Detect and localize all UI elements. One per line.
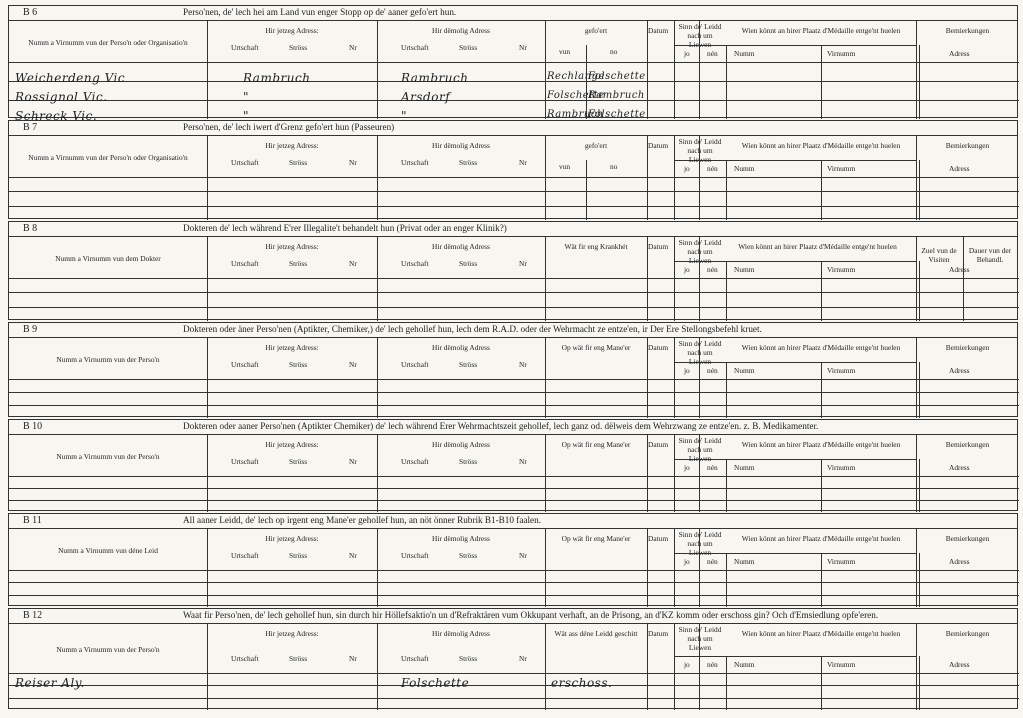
street-header: Ströss	[459, 457, 478, 466]
from-to-divider	[586, 160, 587, 220]
section-header	[9, 6, 1017, 21]
previous-address-header: Hir dëmolig Adress	[432, 141, 490, 150]
mid-header: Op wät fir eng Mane'er	[561, 440, 631, 449]
yes-no-divider	[726, 160, 727, 220]
medal-firstname-header: Virnumm	[827, 366, 856, 375]
entry-to: Folschette	[588, 109, 646, 120]
header-bottom-line	[9, 673, 1019, 674]
medal-name-divider	[821, 362, 822, 418]
section-id: B 12	[23, 610, 43, 621]
section-title: Dokteren de' lech während E'rer Illegalite't behandelt hun (Privat oder an enger Klinik?)	[183, 223, 507, 233]
street-header: Ströss	[459, 551, 478, 560]
entry-from: Folschette	[547, 90, 605, 101]
remarks-header: Bemierkungen	[945, 26, 990, 35]
previous-address-header: Hir dëmolig Adress	[432, 629, 490, 638]
medal-name-divider	[821, 459, 822, 512]
header-bottom-line	[9, 379, 1019, 380]
number-header: Nr	[349, 43, 357, 52]
entry-current-city: "	[243, 109, 250, 123]
medal-header: Wien könnt an hirer Plaatz d'Médaille entge'nt huelen	[741, 629, 901, 638]
section-b9	[8, 322, 1018, 417]
entry-previous-city: Rambruch	[401, 71, 469, 85]
medal-header: Wien könnt an hirer Plaatz d'Médaille entge'nt huelen	[741, 440, 901, 449]
suffered-header: Sinn de' Leidd nach um Liewen	[678, 436, 722, 463]
section-id: B 6	[23, 7, 38, 18]
medal-firstname-divider	[919, 459, 920, 512]
yes-no-divider	[726, 45, 727, 119]
medal-header: Wien könnt an hirer Plaatz d'Médaille entge'nt huelen	[741, 26, 901, 35]
yes-header: jo	[684, 366, 690, 375]
street-header: Ströss	[459, 654, 478, 663]
yes-no-divider	[726, 656, 727, 710]
entry-name: Rossignol Vic.	[15, 90, 108, 104]
street-header: Ströss	[289, 551, 308, 560]
mid-header: Op wät fir eng Mane'er	[561, 534, 631, 543]
remarks-header: Bemierkungen	[945, 534, 990, 543]
entry-current-city: Rambruch	[243, 71, 311, 85]
from-header: vun	[559, 162, 571, 171]
medal-firstname-divider	[919, 261, 920, 321]
date-header: Datum	[648, 26, 669, 35]
street-header: Ströss	[459, 43, 478, 52]
remarks-header: Bemierkungen	[945, 440, 990, 449]
street-header: Ströss	[459, 360, 478, 369]
section-id: B 8	[23, 223, 38, 234]
city-header: Urtschaft	[401, 158, 429, 167]
medal-name-header: Numm	[734, 164, 755, 173]
remarks-header: Bemierkungen	[945, 629, 990, 638]
name-header: Numm a Virnumm vun der Perso'n oder Organisatio'n	[28, 153, 188, 162]
city-header: Urtschaft	[231, 158, 259, 167]
section-b11	[8, 513, 1018, 606]
to-header: no	[610, 47, 618, 56]
data-row-line	[9, 392, 1019, 393]
entry-previous-city: "	[401, 109, 408, 123]
data-row-line	[9, 698, 1019, 699]
city-header: Urtschaft	[401, 360, 429, 369]
current-address-header: Hir jetzeg Adress:	[265, 242, 319, 251]
street-header: Ströss	[459, 158, 478, 167]
previous-address-header: Hir dëmolig Adress	[432, 242, 490, 251]
previous-address-header: Hir dëmolig Adress	[432, 26, 490, 35]
medal-firstname-header: Virnumm	[827, 557, 856, 566]
remarks-header: Bemierkungen	[945, 141, 990, 150]
yes-header: jo	[684, 265, 690, 274]
medal-name-header: Numm	[734, 463, 755, 472]
yes-no-divider	[726, 553, 727, 607]
medal-header: Wien könnt an hirer Plaatz d'Médaille entge'nt huelen	[741, 343, 901, 352]
city-header: Urtschaft	[401, 654, 429, 663]
no-header: nén	[707, 557, 718, 566]
street-header: Ströss	[289, 360, 308, 369]
from-header: vun	[559, 47, 571, 56]
mid-header: Op wät fir eng Mane'er	[561, 343, 631, 352]
section-id: B 10	[23, 421, 43, 432]
entry-previous-city: Folschette	[401, 676, 470, 690]
street-header: Ströss	[289, 259, 308, 268]
name-header: Numm a Virnumm vun der Perso'n	[56, 355, 160, 364]
no-header: nén	[707, 463, 718, 472]
date-header: Datum	[648, 440, 669, 449]
number-header: Nr	[349, 551, 357, 560]
date-header: Datum	[648, 242, 669, 251]
city-header: Urtschaft	[401, 43, 429, 52]
medal-address-header: Adress	[949, 660, 970, 669]
yes-no-divider	[726, 459, 727, 512]
section-header	[9, 222, 1017, 237]
data-row-line	[9, 292, 1019, 293]
no-header: nén	[707, 164, 718, 173]
yes-header: jo	[684, 660, 690, 669]
current-address-header: Hir jetzeg Adress:	[265, 26, 319, 35]
medal-name-header: Numm	[734, 557, 755, 566]
city-header: Urtschaft	[231, 551, 259, 560]
entry-from: Rechlange	[547, 71, 605, 82]
city-header: Urtschaft	[401, 457, 429, 466]
medal-name-header: Numm	[734, 265, 755, 274]
street-header: Ströss	[289, 43, 308, 52]
current-address-header: Hir jetzeg Adress:	[265, 343, 319, 352]
name-header: Numm a Virnumm vun dem Dokter	[55, 254, 161, 263]
data-row-line	[9, 685, 1019, 686]
date-header: Datum	[648, 534, 669, 543]
yes-header: jo	[684, 463, 690, 472]
medal-header: Wien könnt an hirer Plaatz d'Médaille entge'nt huelen	[741, 534, 901, 543]
data-row-line	[9, 488, 1019, 489]
data-row-line	[9, 100, 1019, 101]
number-header: Nr	[519, 654, 527, 663]
section-b6	[8, 5, 1018, 123]
duration-header: Dauer vun der Behandl.	[968, 246, 1012, 264]
previous-address-header: Hir dëmolig Adress	[432, 343, 490, 352]
entry-from: Rambruch	[547, 109, 604, 120]
column-divider	[545, 20, 546, 119]
medal-name-divider	[821, 160, 822, 220]
section-id: B 9	[23, 324, 38, 335]
medal-firstname-divider	[919, 656, 920, 710]
date-header: Datum	[648, 343, 669, 352]
no-header: nén	[707, 660, 718, 669]
current-address-header: Hir jetzeg Adress:	[265, 534, 319, 543]
number-header: Nr	[519, 259, 527, 268]
medal-address-header: Adress	[949, 557, 970, 566]
date-header: Datum	[648, 141, 669, 150]
suffered-header: Sinn de' Leidd nach um Liewen	[678, 530, 722, 557]
current-address-header: Hir jetzeg Adress:	[265, 629, 319, 638]
number-header: Nr	[519, 457, 527, 466]
city-header: Urtschaft	[231, 654, 259, 663]
section-header	[9, 121, 1017, 136]
number-header: Nr	[519, 43, 527, 52]
section-title: Perso'nen, de' lech hei am Land vun enger Stopp op de' aaner gefo'ert hun.	[183, 7, 457, 17]
medal-firstname-divider	[919, 160, 920, 220]
city-header: Urtschaft	[231, 43, 259, 52]
number-header: Nr	[349, 360, 357, 369]
city-header: Urtschaft	[231, 259, 259, 268]
medal-name-divider	[821, 553, 822, 607]
mid-header: gefo'ert	[584, 141, 608, 150]
from-to-divider	[586, 45, 587, 119]
header-bottom-line	[9, 177, 1019, 178]
section-b10	[8, 419, 1018, 511]
medal-address-header: Adress	[949, 366, 970, 375]
name-header: Numm a Virnumm vun der Perso'n	[56, 452, 160, 461]
visits-header: Zuel vun de Visiten	[921, 246, 957, 264]
data-row-line	[9, 307, 1019, 308]
previous-address-header: Hir dëmolig Adress	[432, 534, 490, 543]
entry-to: Rambruch	[588, 90, 645, 101]
suffered-header: Sinn de' Leidd nach um Liewen	[678, 22, 722, 49]
entry-to: Folschette	[588, 71, 646, 82]
suffered-header: Sinn de' Leidd nach um Liewen	[678, 339, 722, 366]
medal-header: Wien könnt an hirer Plaatz d'Médaille entge'nt huelen	[738, 242, 897, 251]
medal-name-divider	[821, 45, 822, 119]
data-row-line	[9, 191, 1019, 192]
suffered-header: Sinn de' Leidd nach um Liewen	[678, 137, 722, 164]
data-row-line	[9, 500, 1019, 501]
remarks-header: Bemierkungen	[945, 343, 990, 352]
section-title: Dokteren oder äner Perso'nen (Aptikter, Chemiker,) de' lech gehollef hun, lech dem R.A.D. oder der Wehrmacht ze entze'en, ir Der Ere Stellongsbefehl kruet.	[183, 324, 762, 334]
medal-firstname-header: Virnumm	[827, 265, 856, 274]
previous-address-header: Hir dëmolig Adress	[432, 440, 490, 449]
medal-firstname-divider	[919, 45, 920, 119]
medal-address-header: Adress	[949, 49, 970, 58]
entry-previous-city: Arsdorf	[401, 90, 451, 104]
name-header: Numm a Virnumm vun déne Leid	[58, 546, 158, 555]
medal-name-divider	[821, 261, 822, 321]
medal-firstname-divider	[919, 553, 920, 607]
current-address-header: Hir jetzeg Adress:	[265, 440, 319, 449]
section-title: Waat fir Perso'nen, de' lech gehollef hun, sin durch hir Höllefsaktio'n un d'Refraktären vum Okkupant verhaft, an de Prisong, an d'KZ komm oder erschoss gin? Och d'Emsiedlung opfe'eren.	[183, 610, 879, 620]
number-header: Nr	[519, 551, 527, 560]
section-title: All aaner Leidd, de' lech op irgent eng Mane'er gehollef hun, an nöt önner Rubrik B1-B10 faalen.	[183, 515, 542, 525]
city-header: Urtschaft	[231, 457, 259, 466]
entry-fate: erschoss.	[551, 676, 613, 690]
yes-header: jo	[684, 164, 690, 173]
yes-no-divider	[726, 362, 727, 418]
number-header: Nr	[349, 259, 357, 268]
entry-name: Schreck Vic.	[15, 109, 98, 123]
no-header: nén	[707, 366, 718, 375]
section-b7	[8, 120, 1018, 219]
no-header: nén	[707, 49, 718, 58]
medal-header: Wien könnt an hirer Plaatz d'Médaille entge'nt huelen	[741, 141, 901, 150]
medal-firstname-header: Virnumm	[827, 164, 856, 173]
number-header: Nr	[349, 158, 357, 167]
number-header: Nr	[349, 654, 357, 663]
city-header: Urtschaft	[401, 259, 429, 268]
medal-name-header: Numm	[734, 49, 755, 58]
medal-address-header: Adress	[949, 463, 970, 472]
medal-firstname-header: Virnumm	[827, 660, 856, 669]
entry-name: Reiser Aly.	[15, 676, 85, 690]
number-header: Nr	[349, 457, 357, 466]
street-header: Ströss	[289, 457, 308, 466]
street-header: Ströss	[289, 158, 308, 167]
data-row-line	[9, 582, 1019, 583]
data-row-line	[9, 206, 1019, 207]
name-header: Numm a Virnumm vun der Perso'n	[56, 645, 160, 654]
yes-no-divider	[726, 261, 727, 321]
data-row-line	[9, 81, 1019, 82]
medal-name-header: Numm	[734, 660, 755, 669]
section-title: Perso'nen, de' lech iwert d'Grenz gefo'ert hun (Passeuren)	[183, 122, 395, 132]
city-header: Urtschaft	[401, 551, 429, 560]
column-divider	[674, 20, 675, 119]
entry-current-city: "	[243, 90, 250, 104]
data-row-line	[9, 405, 1019, 406]
number-header: Nr	[519, 360, 527, 369]
mid-header: gefo'ert	[584, 26, 608, 35]
entry-name: Weicherdeng Vic	[15, 71, 126, 85]
section-id: B 11	[23, 515, 42, 526]
header-bottom-line	[9, 570, 1019, 571]
street-header: Ströss	[289, 654, 308, 663]
suffered-header: Sinn de' Leidd nach um Liewen	[678, 625, 722, 652]
street-header: Ströss	[459, 259, 478, 268]
medal-name-header: Numm	[734, 366, 755, 375]
medal-firstname-header: Virnumm	[827, 463, 856, 472]
yes-header: jo	[684, 557, 690, 566]
mid-header: Wät fir eng Krankhét	[564, 242, 628, 251]
name-header: Numm a Virnumm vun der Perso'n oder Organisatio'n	[28, 38, 188, 47]
header-bottom-line	[9, 278, 1019, 279]
yes-header: jo	[684, 49, 690, 58]
city-header: Urtschaft	[231, 360, 259, 369]
number-header: Nr	[519, 158, 527, 167]
no-header: nén	[707, 265, 718, 274]
medal-name-divider	[821, 656, 822, 710]
medal-firstname-header: Virnumm	[827, 49, 856, 58]
header-bottom-line	[9, 476, 1019, 477]
date-header: Datum	[648, 629, 669, 638]
subheader-line	[674, 656, 916, 657]
to-header: no	[610, 162, 618, 171]
section-title: Dokteren oder aaner Perso'nen (Aptikter Chemiker) de' lech während Erer Wehrmachtszeit gehollef, lech ganz od. dëlweis dem Wehrzwang ze entze'en. z. B. Medikamenter.	[183, 421, 819, 431]
suffered-header: Sinn de' Leidd nach um Liewen	[678, 238, 722, 265]
medal-firstname-divider	[919, 362, 920, 418]
header-bottom-line	[9, 62, 1019, 63]
section-b12	[8, 608, 1018, 709]
current-address-header: Hir jetzeg Adress:	[265, 141, 319, 150]
data-row-line	[9, 595, 1019, 596]
section-b8	[8, 221, 1018, 320]
medal-address-header: Adress	[949, 164, 970, 173]
medal-address-header: Adress	[949, 265, 970, 274]
mid-header: Wät ass déne Leidd geschitt	[554, 629, 638, 638]
section-id: B 7	[23, 122, 38, 133]
